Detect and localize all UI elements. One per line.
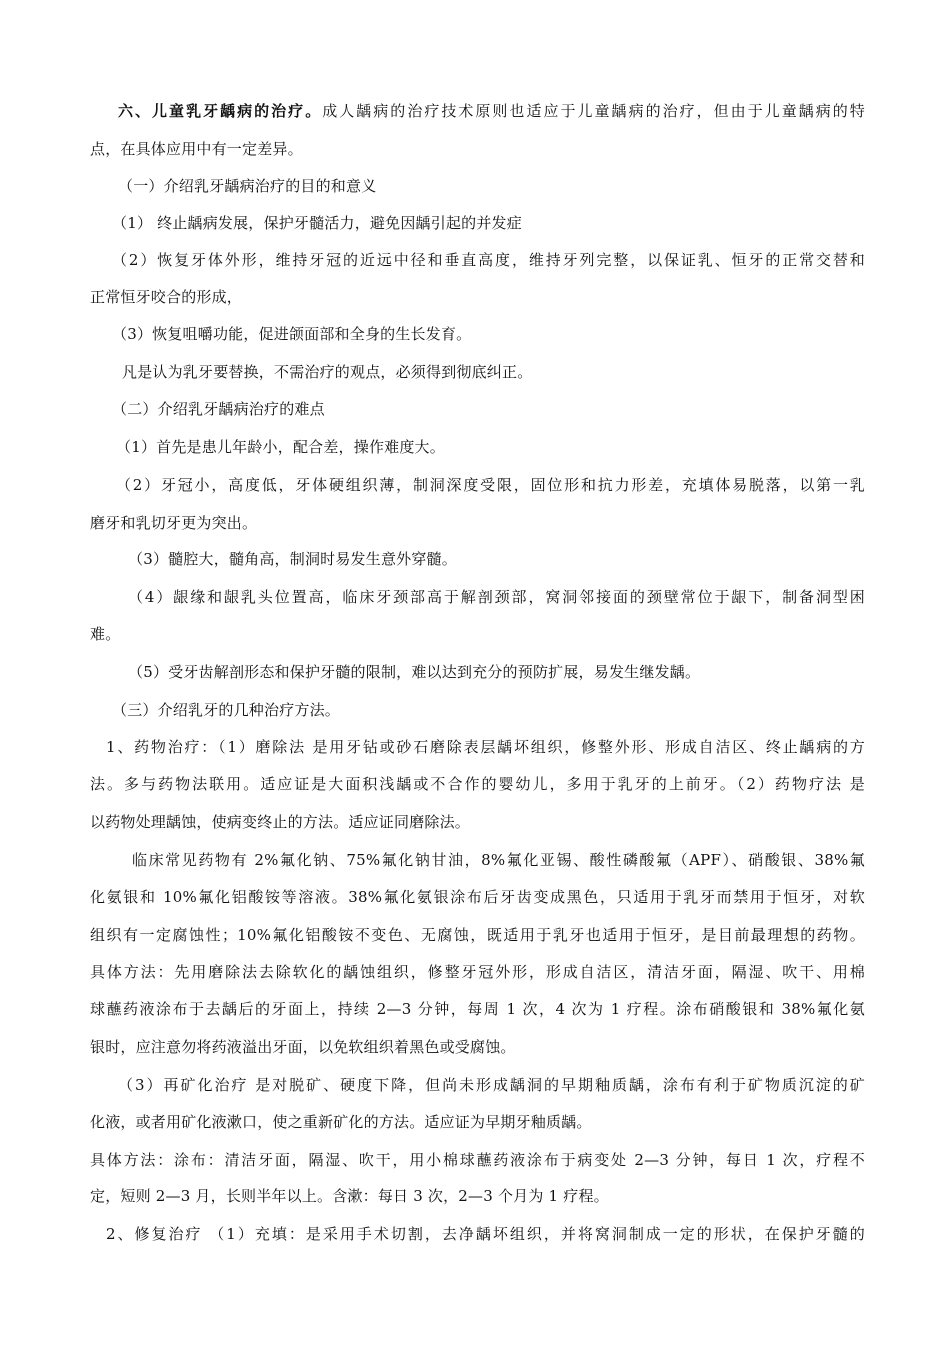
list-item-difficulty-3: （3）髓腔大，髓角高，制洞时易发生意外穿髓。 [128, 550, 457, 568]
subheading-difficulties: （二）介绍乳牙龋病治疗的难点 [112, 400, 325, 418]
list-item-difficulty-1: （1）首先是患儿年龄小，配合差，操作难度大。 [116, 438, 445, 456]
list-item-purpose-2: （2）恢复牙体外形，维持牙冠的近远中径和垂直高度，维持牙列完整，以保证乳、恒牙的正常交替和 [112, 251, 865, 269]
remineralization-procedure: 具体方法：涂布：清洁牙面，隔湿、吹干，用小棉球蘸药液涂布于病变处 2—3 分钟，每日 1 次，疗程不 [90, 1151, 865, 1169]
method-remineralization: （3）再矿化治疗 是对脱矿、硬度下降，但尚未形成龋洞的早期釉质龋，涂布有利于矿物质沉淀的矿 [118, 1076, 865, 1094]
body-line-continued: 具体方法：先用磨除法去除软化的龋蚀组织，修整牙冠外形，形成自洁区，清洁牙面，隔湿、吹干、用棉 [90, 963, 865, 981]
heading-continuation: 成人龋病的治疗技术原则也适应于儿童龋病的治疗，但由于儿童龋病的特 [322, 102, 866, 120]
body-paragraph-note: 凡是认为乳牙要替换，不需治疗的观点，必须得到彻底纠正。 [122, 363, 533, 381]
list-item-purpose-1: （1） 终止龋病发展，保护牙髓活力，避免因龋引起的并发症 [112, 214, 522, 232]
body-line-continued: 法。多与药物法联用。适应证是大面积浅龋或不合作的婴幼儿，多用于乳牙的上前牙。（2）药物疗法 是 [90, 775, 865, 793]
drugs-paragraph: 临床常见药物有 2%氟化钠、75%氟化钠甘油，8%氟化亚锡、酸性磷酸氟（APF）、硝酸银、38%氟 [132, 851, 865, 869]
list-item-difficulty-5: （5）受牙齿解剖形态和保护牙髓的限制，难以达到充分的预防扩展，易发生继发龋。 [128, 663, 701, 681]
section-heading-line [118, 101, 865, 121]
list-item-difficulty-2: （2）牙冠小，高度低，牙体硬组织薄，制洞深度受限，固位形和抗力形差，充填体易脱落，以第一乳 [116, 476, 865, 494]
body-line-continued: 磨牙和乳切牙更为突出。 [90, 514, 258, 532]
body-line-continued: 球蘸药液涂布于去龋后的牙面上，持续 2—3 分钟，每周 1 次，4 次为 1 疗程。涂布硝酸银和 38%氟化氨 [90, 1000, 865, 1018]
body-line-continued: 定，短则 2—3 月，长则半年以上。含漱：每日 3 次，2—3 个月为 1 疗程。 [90, 1187, 609, 1205]
body-line-1: 点，在具体应用中有一定差异。 [90, 140, 303, 158]
body-line-continued: 化氨银和 10%氟化铝酸铵等溶液。38%氟化氨银涂布后牙齿变成黑色，只适用于乳牙而禁用于恒牙，对软 [90, 888, 865, 906]
body-line-continued: 化液，或者用矿化液漱口，使之重新矿化的方法。适应证为早期牙釉质龋。 [90, 1113, 592, 1131]
method-drug-therapy: 1、药物治疗：（1）磨除法 是用牙钻或砂石磨除表层龋坏组织，修整外形、形成自洁区、终止龋病的方 [106, 738, 865, 756]
body-line-continued: 以药物处理龋蚀，使病变终止的方法。适应证同磨除法。 [90, 813, 471, 831]
subheading-purpose: （一）介绍乳牙龋病治疗的目的和意义 [118, 177, 377, 195]
section-heading: 六、儿童乳牙龋病的治疗。 [118, 102, 323, 120]
body-line-continued: 难。 [90, 625, 121, 643]
subheading-methods: （三）介绍乳牙的几种治疗方法。 [112, 701, 341, 719]
list-item-difficulty-4: （4）龈缘和龈乳头位置高，临床牙颈部高于解剖颈部，窝洞邻接面的颈壁常位于龈下，制备洞型困 [128, 588, 865, 606]
body-line-continued: 正常恒牙咬合的形成， [90, 288, 243, 306]
list-item-purpose-3: （3）恢复咀嚼功能，促进颌面部和全身的生长发育。 [112, 325, 472, 343]
body-line-continued: 银时，应注意勿将药液溢出牙面，以免软组织着黑色或受腐蚀。 [90, 1038, 516, 1056]
method-restorative-therapy: 2、修复治疗 （1）充填：是采用手术切割，去净龋坏组织，并将窝洞制成一定的形状，在保护牙髓的 [106, 1225, 865, 1243]
body-line-continued: 组织有一定腐蚀性；10%氟化铝酸铵不变色、无腐蚀，既适用于乳牙也适用于恒牙，是目前最理想的药物。 [90, 926, 865, 944]
